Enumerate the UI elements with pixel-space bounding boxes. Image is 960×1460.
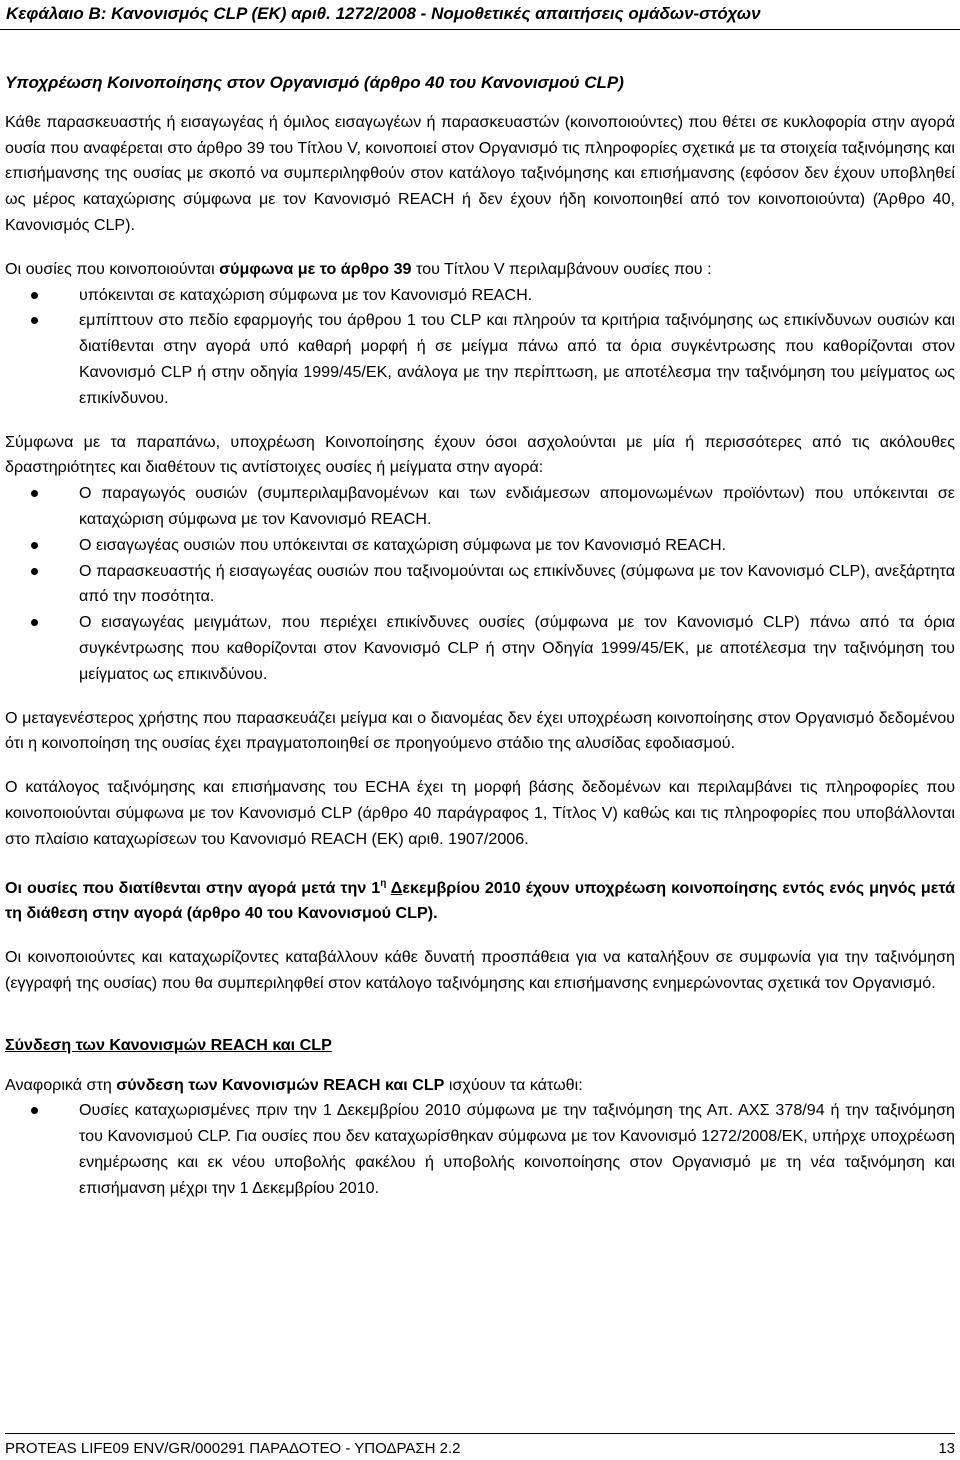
paragraph-downstream-user: Ο μεταγενέστερος χρήστης που παρασκευάζει μείγμα και ο διανομέας δεν έχει υποχρέωση κοινοποίησης στον Οργανισμό δεδομένου ότι η κοινοποίηση της ουσίας έχει πραγματοποιηθεί σε προηγούμενο στάδιο της αλυσίδας εφοδιασμού. (5, 708, 955, 753)
list-item: εμπίπτουν στο πεδίο εφαρμογής του άρθρου 1 του CLP και πληρούν τα κριτήρια ταξινόμησης ως επικίνδυνων ουσιών και διατίθενται στην αγορά υπό καθαρή μορφή ή σε μείγμα πάνω από τα όρια συγκέντρωσης που καθορίζονται στον Κανονισμό CLP ή στην οδηγία 1999/45/ΕΚ, ανάλογα με την περίπτωση, με αποτέλεσμα την ταξινόμηση του μείγματος ως επικίνδυνου. (5, 308, 955, 411)
list-reach-clp-link (5, 1098, 955, 1201)
paragraph-deadline: Οι ουσίες που διατίθενται στην αγορά μετά την $1^\eta$ Δεκεμβρίου 2010 έχουν υποχρέωση κοινοποίησης εντός ενός μηνός μετά τη διάθεση στην αγορά (άρθρο 40 του Κανονισμού CLP). (5, 877, 956, 923)
list-obligated-parties (5, 481, 955, 687)
section2-title: Σύνδεση των Κανονισμών REACH και CLP (5, 1035, 332, 1054)
section-title: Υποχρέωση Κοινοποίησης στον Οργανισμό (άρθρο 40 του Κανονισμού CLP) (5, 73, 624, 92)
document-body (5, 70, 955, 1219)
list-item: Ουσίες καταχωρισμένες πριν την 1 Δεκεμβρίου 2010 σύμφωνα με την ταξινόμηση της Απ. ΑΧΣ 378/94 ή την ταξινόμηση του Κανονισμού CLP. Για ουσίες που δεν καταχωρίσθηκαν σύμφωνα με τον Κανονισμό 1272/2008/ΕΚ, υπήρχε υποχρέωση ενημέρωσης και εκ νέου υποβολής φακέλου ή υποβολής κοινοποίησης στον Οργανισμό με τη νέα ταξινόμηση και επισήμανση μέχρι την 1 Δεκεμβρίου 2010. (5, 1098, 955, 1201)
bold-reach-clp-link: σύνδεση των Κανονισμών REACH και CLP (116, 1075, 445, 1094)
paragraph-notification-obligation: Κάθε παρασκευαστής ή εισαγωγέας ή όμιλος εισαγωγέων ή παρασκευαστών (κοινοποιούντες) που θέτει σε κυκλοφορία στην αγορά ουσία που αναφέρεται στο άρθρο 39 του Τίτλου V, κοινοποιεί στον Οργανισμό τις πληροφορίες σχετικά με τα στοιχεία ταξινόμησης και επισήμανσης της ουσίας με σκοπό να συμπεριληφθούν στον κατάλογο ταξινόμησης και επισήμανσης (εφόσον δεν έχουν υποβληθεί ως μέρος καταχώρισης σύμφωνα με τον Κανονισμό REACH ή δεν έχουν ήδη κοινοποιηθεί από τον κοινοποιούντα) (Άρθρο 40, Κανονισμός CLP). (5, 112, 955, 234)
paragraph-article-39: Οι ουσίες που κοινοποιούνται σύμφωνα με το άρθρο 39 του Τίτλου V περιλαμβάνουν ουσίες που : (5, 259, 712, 278)
paragraph-agreement: Οι κοινοποιούντες και καταχωρίζοντες καταβάλλουν κάθε δυνατή προσπάθεια για να καταλήξουν σε συμφωνία για την ταξινόμηση (εγγραφή της ουσίας) που θα συμπεριληφθεί στον κατάλογο ταξινόμησης και επισήμανσης ενημερώνοντας σχετικά τον Οργανισμό. (5, 948, 955, 992)
paragraph-echa-inventory: Ο κατάλογος ταξινόμησης και επισήμανσης του ECHA έχει τη μορφή βάσης δεδομένων και περιλαμβάνει τις πληροφορίες που κοινοποιούνται σύμφωνα με τον Κανονισμό CLP (άρθρο 40 παράγραφος 1, Τίτλος V) καθώς και τις πληροφορίες που υποβάλλονται στο πλαίσιο καταχωρίσεων του Κανονισμό REACH (ΕΚ) αριθ. 1907/2006. (5, 778, 955, 848)
paragraph-obligated-parties: Σύμφωνα με τα παραπάνω, υποχρέωση Κοινοποίησης έχουν όσοι ασχολούνται με μία ή περισσότερες από τις ακόλουθες δραστηριότητες και διαθέτουν τις αντίστοιχες ουσίες ή μείγματα στην αγορά: (5, 432, 955, 477)
bold-article-39: σύμφωνα με το άρθρο 39 (219, 259, 412, 278)
list-item: Ο εισαγωγέας ουσιών που υπόκεινται σε καταχώριση σύμφωνα με τον Κανονισμό REACH. (5, 533, 955, 559)
header-title: Κεφάλαιο Β: Κανονισμός CLP (ΕΚ) αριθ. 1272/2008 - Νομοθετικές απαιτήσεις ομάδων-στόχων (6, 4, 761, 23)
list-item: Ο εισαγωγέας μειγμάτων, που περιέχει επικίνδυνες ουσίες (σύμφωνα με τον Κανονισμό CLP) πάνω από τα όρια συγκέντρωσης που καθορίζονται στον Κανονισμό CLP ή στην Οδηγία 1999/45/ΕΚ, με αποτέλεσμα την ταξινόμηση του μείγματος ως επικινδύνου. (5, 610, 955, 687)
page-number: 13 (938, 1440, 955, 1457)
list-article-39-substances (5, 283, 955, 412)
footer-project-code: PROTEAS LIFE09 ENV/GR/000291 ΠΑΡΑΔΟΤΕΟ - ΥΠΟΔΡΑΣΗ 2.2 (5, 1440, 461, 1457)
page-footer (5, 1433, 955, 1457)
list-item: Ο παραγωγός ουσιών (συμπεριλαμβανομένων και των ενδιάμεσων απομονωμένων προϊόντων) που υπόκεινται σε καταχώριση σύμφωνα με τον Κανονισμό REACH. (5, 481, 955, 533)
page-header (0, 0, 960, 30)
list-item: υπόκεινται σε καταχώριση σύμφωνα με τον Κανονισμό REACH. (5, 283, 955, 309)
list-item: Ο παρασκευαστής ή εισαγωγέας ουσιών που ταξινομούνται ως επικίνδυνες (σύμφωνα με τον Κανονισμό CLP), ανεξάρτητα από την ποσότητα. (5, 559, 955, 611)
paragraph-reach-clp-link: Αναφορικά στη σύνδεση των Κανονισμών REACH και CLP ισχύουν τα κάτωθι: (5, 1075, 583, 1094)
